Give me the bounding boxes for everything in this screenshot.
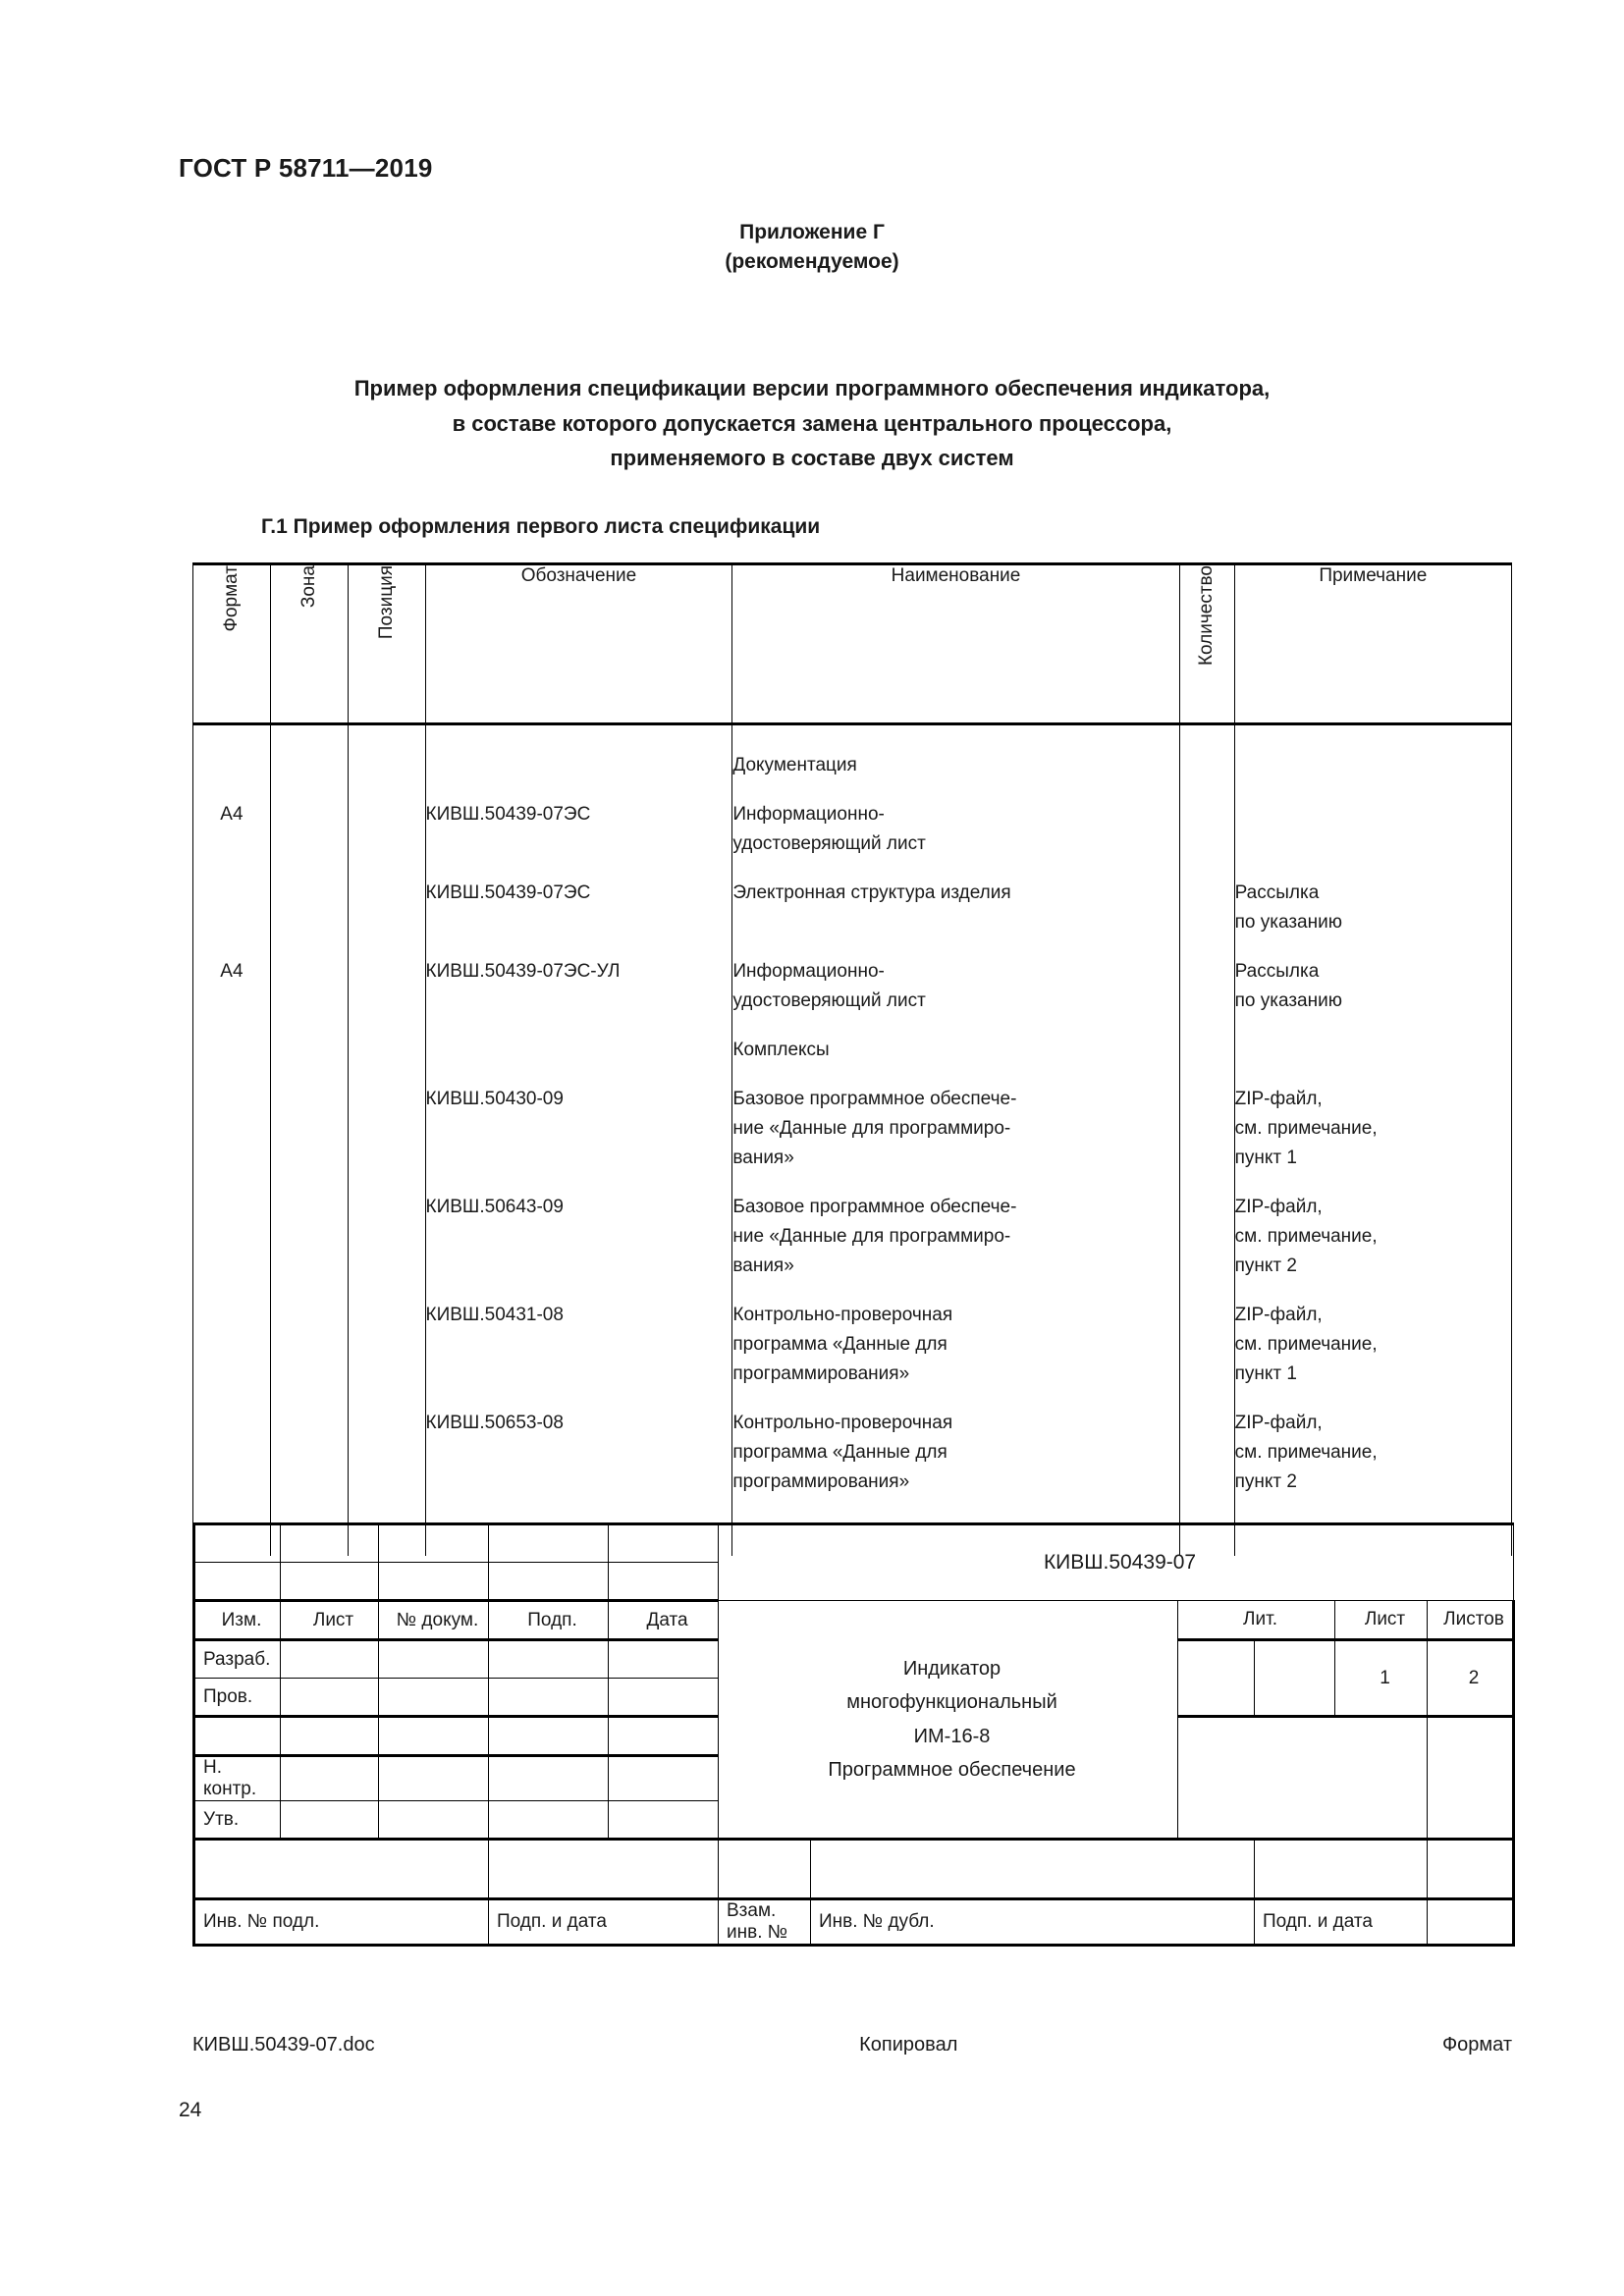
strip-cell-1 xyxy=(194,1840,489,1899)
header-cell-format xyxy=(193,564,271,724)
quantity-column-content xyxy=(1180,751,1234,1556)
spec-cell-line: ZIP-файл, xyxy=(1234,1305,1323,1325)
footer-file-name: КИВШ.50439-07.doc xyxy=(192,2034,375,2056)
spacer-position xyxy=(348,724,425,752)
stamp-bottom-inv-dubl: Инв. № дубл. xyxy=(811,1899,1255,1946)
stamp-role-norm-control: Н. контр. xyxy=(194,1756,281,1801)
appendix-block xyxy=(0,218,1624,278)
spec-cell-format xyxy=(193,957,270,987)
spec-cell-note xyxy=(1235,1085,1511,1173)
stamp-label-change: Изм. xyxy=(194,1601,281,1640)
spec-cell-name xyxy=(732,1409,1178,1497)
title-stamp-block xyxy=(192,1522,1512,1947)
spec-cell-note xyxy=(1235,1301,1511,1389)
spec-cell-line: ние «Данные для программиро- xyxy=(732,1118,1011,1139)
stamp-bottom-inv-podl: Инв. № подл. xyxy=(194,1899,489,1946)
spec-cell-line: Базовое программное обеспече- xyxy=(732,1089,1017,1109)
spacer-quantity xyxy=(1179,724,1234,752)
header-cell-zone xyxy=(270,564,348,724)
spec-cell-designation xyxy=(426,1085,732,1114)
spec-cell-line: Информационно- xyxy=(732,961,885,982)
stamp-lit-a xyxy=(1178,1640,1255,1717)
spec-cell-name xyxy=(732,957,1178,1016)
spec-cell-name xyxy=(732,1193,1178,1281)
stamp-label-signature: Подп. xyxy=(489,1601,609,1640)
stamp-norm-doc xyxy=(379,1756,489,1801)
stamp-approved-sheet xyxy=(281,1801,379,1840)
specification-table xyxy=(192,562,1512,1556)
spec-cell-name xyxy=(732,800,1178,859)
stamp-product-name xyxy=(719,1601,1178,1840)
spec-cell-line: Рассылка xyxy=(1234,882,1320,903)
header-cell-note: Примечание xyxy=(1234,564,1511,724)
stamp-row-desig-1 xyxy=(194,1524,1514,1563)
stamp-bottom-podp-data-2: Подп. и дата xyxy=(1255,1899,1428,1946)
spec-cell-name xyxy=(732,1085,1178,1173)
page-title xyxy=(0,371,1624,476)
stamp-label-doc-number: № докум. xyxy=(379,1601,489,1640)
stamp-checked-sheet xyxy=(281,1679,379,1717)
spacer-name xyxy=(732,724,1179,752)
spec-cell-line: программирования» xyxy=(732,1363,910,1384)
spec-cell-line: вания» xyxy=(732,1148,794,1168)
body-name-column xyxy=(732,751,1179,1556)
product-name-line-3: ИМ-16-8 xyxy=(913,1725,991,1747)
section-heading: Г.1 Пример оформления первого листа спецификации xyxy=(261,515,821,538)
strip-cell-4 xyxy=(811,1840,1255,1899)
stamp-grid xyxy=(192,1522,1515,1947)
stamp-right-empty xyxy=(1428,1717,1514,1840)
designation-column-content xyxy=(426,751,732,1556)
spec-cell-line: по указанию xyxy=(1234,912,1342,933)
format-column-content xyxy=(193,751,270,1556)
body-quantity-column xyxy=(1179,751,1234,1556)
standard-header: ГОСТ Р 58711—2019 xyxy=(179,153,433,183)
stamp-row-bottom-labels xyxy=(194,1899,1514,1946)
stamp-sheets-value: 2 xyxy=(1428,1640,1514,1717)
page-title-line-1: Пример оформления спецификации версии программного обеспечения индикатора, xyxy=(353,376,1271,400)
stamp-blank-sign xyxy=(489,1717,609,1756)
stamp-label-sheet-num: Лист xyxy=(1335,1601,1428,1640)
spec-cell-line: пункт 1 xyxy=(1234,1363,1297,1384)
stamp-approved-sign xyxy=(489,1801,609,1840)
stamp-cell-empty-3 xyxy=(379,1524,489,1563)
spec-body-row xyxy=(193,751,1512,1556)
spec-cell-line: КИВШ.50439-07ЭС xyxy=(425,804,591,825)
spec-cell-name xyxy=(732,1036,1178,1065)
stamp-row-labels xyxy=(194,1601,1514,1640)
spec-cell-line: см. примечание, xyxy=(1234,1226,1378,1247)
spec-cell-name xyxy=(732,1301,1178,1389)
stamp-checked-doc xyxy=(379,1679,489,1717)
spec-cell-line: ние «Данные для программиро- xyxy=(732,1226,1011,1247)
spec-cell-note xyxy=(1235,1193,1511,1281)
spacer-zone xyxy=(270,724,348,752)
spec-cell-line: ZIP-файл, xyxy=(1234,1089,1323,1109)
spec-cell-line: программирования» xyxy=(732,1471,910,1492)
spec-cell-line: пункт 2 xyxy=(1234,1255,1297,1276)
page-title-line-2: в составе которого допускается замена центрального процессора, xyxy=(452,410,1172,436)
spec-cell-designation xyxy=(426,800,732,829)
stamp-cell-empty-4 xyxy=(489,1524,609,1563)
spec-cell-line: пункт 2 xyxy=(1234,1471,1297,1492)
header-cell-quantity xyxy=(1179,564,1234,724)
spacer-note xyxy=(1234,724,1511,752)
stamp-developer-sign xyxy=(489,1640,609,1679)
spec-cell-line: см. примечание, xyxy=(1234,1442,1378,1463)
stamp-designation: КИВШ.50439-07 xyxy=(719,1524,1514,1601)
spec-grid xyxy=(192,562,1512,1556)
zone-column-content xyxy=(271,751,348,1556)
stamp-role-developer: Разраб. xyxy=(194,1640,281,1679)
body-designation-column xyxy=(425,751,732,1556)
stamp-norm-date xyxy=(609,1756,719,1801)
stamp-cell-empty-6 xyxy=(194,1563,281,1601)
stamp-checked-date xyxy=(609,1679,719,1717)
stamp-developer-date xyxy=(609,1640,719,1679)
spec-cell-line: Электронная структура изделия xyxy=(732,882,1011,903)
appendix-status: (рекомендуемое) xyxy=(725,250,899,274)
spec-cell-line: Контрольно-проверочная xyxy=(732,1413,953,1433)
spec-cell-designation xyxy=(426,1409,732,1438)
spec-cell-line: КИВШ.50439-07ЭС-УЛ xyxy=(425,961,621,982)
stamp-label-sheet: Лист xyxy=(281,1601,379,1640)
stamp-checked-sign xyxy=(489,1679,609,1717)
spec-cell-line: А4 xyxy=(220,961,244,982)
stamp-cell-empty-8 xyxy=(379,1563,489,1601)
stamp-role-checked: Пров. xyxy=(194,1679,281,1717)
stamp-role-blank xyxy=(194,1717,281,1756)
stamp-label-sheets-total: Листов xyxy=(1428,1601,1514,1640)
product-name-line-4: Программное обеспечение xyxy=(828,1758,1076,1781)
stamp-cell-empty-2 xyxy=(281,1524,379,1563)
header-cell-designation: Обозначение xyxy=(425,564,732,724)
position-column-content xyxy=(349,751,425,1556)
note-column-content xyxy=(1235,751,1511,1556)
stamp-developer-sheet xyxy=(281,1640,379,1679)
body-position-column xyxy=(348,751,425,1556)
spec-cell-line: Рассылка xyxy=(1234,961,1320,982)
stamp-bottom-podp-data-1: Подп. и дата xyxy=(489,1899,719,1946)
spec-cell-line: КИВШ.50431-08 xyxy=(425,1305,564,1325)
sheet-footer xyxy=(192,2034,1512,2056)
spec-cell-line: ZIP-файл, xyxy=(1234,1197,1323,1217)
spec-cell-line: ZIP-файл, xyxy=(1234,1413,1323,1433)
spec-cell-line: Базовое программное обеспече- xyxy=(732,1197,1017,1217)
body-format-column xyxy=(193,751,271,1556)
page-title-line-3: применяемого в составе двух систем xyxy=(610,446,1014,471)
stamp-label-lit: Лит. xyxy=(1178,1601,1335,1640)
spec-cell-line: Комплексы xyxy=(732,1040,830,1060)
stamp-developer-doc xyxy=(379,1640,489,1679)
product-name-line-1: Индикатор xyxy=(902,1657,1001,1680)
body-zone-column xyxy=(270,751,348,1556)
spec-cell-note xyxy=(1235,1409,1511,1497)
spec-cell-line: Документация xyxy=(732,755,857,775)
stamp-row-strip xyxy=(194,1840,1514,1899)
spec-cell-line: Информационно- xyxy=(732,804,885,825)
stamp-norm-sign xyxy=(489,1756,609,1801)
footer-copied-label: Копировал xyxy=(859,2034,958,2056)
product-name-line-2: многофункциональный xyxy=(846,1691,1057,1714)
stamp-cell-empty-5 xyxy=(609,1524,719,1563)
spec-cell-line: КИВШ.50653-08 xyxy=(425,1413,564,1433)
header-label-quantity: Количество xyxy=(1196,565,1218,667)
header-cell-position xyxy=(348,564,425,724)
header-label-position: Позиция xyxy=(375,565,397,640)
name-column-content xyxy=(732,751,1178,1556)
stamp-right-empty-left xyxy=(1178,1717,1428,1840)
spec-cell-name xyxy=(732,879,1178,908)
spec-cell-line: Контрольно-проверочная xyxy=(732,1305,953,1325)
spec-cell-designation xyxy=(426,1301,732,1330)
spec-cell-note xyxy=(1235,957,1511,1016)
spec-cell-line: пункт 1 xyxy=(1234,1148,1297,1168)
strip-cell-2 xyxy=(489,1840,719,1899)
spec-cell-designation xyxy=(426,1193,732,1222)
stamp-sheet-value: 1 xyxy=(1335,1640,1428,1717)
stamp-approved-date xyxy=(609,1801,719,1840)
spec-cell-designation xyxy=(426,879,732,908)
stamp-approved-doc xyxy=(379,1801,489,1840)
spacer-format xyxy=(193,724,271,752)
stamp-cell-empty-9 xyxy=(489,1563,609,1601)
strip-cell-6 xyxy=(1428,1840,1514,1899)
appendix-label: Приложение Г xyxy=(739,221,885,243)
spec-cell-line: программа «Данные для xyxy=(732,1442,947,1463)
stamp-bottom-vzam-inv: Взам. инв. № xyxy=(719,1899,811,1946)
stamp-lit-b xyxy=(1255,1640,1335,1717)
stamp-label-date: Дата xyxy=(609,1601,719,1640)
spec-cell-line: КИВШ.50643-09 xyxy=(425,1197,564,1217)
header-label-format: Формат xyxy=(220,565,242,632)
footer-format-label: Формат xyxy=(1441,2034,1512,2056)
header-cell-name: Наименование xyxy=(732,564,1179,724)
spec-cell-line: удостоверяющий лист xyxy=(732,833,926,854)
stamp-blank-doc xyxy=(379,1717,489,1756)
stamp-blank-sheet xyxy=(281,1717,379,1756)
stamp-cell-empty-10 xyxy=(609,1563,719,1601)
header-label-zone: Зона xyxy=(298,565,319,609)
spacer-designation xyxy=(425,724,732,752)
spec-header-row xyxy=(193,564,1512,724)
body-note-column xyxy=(1234,751,1511,1556)
stamp-role-approved: Утв. xyxy=(194,1801,281,1840)
spec-cell-line: см. примечание, xyxy=(1234,1118,1378,1139)
spec-cell-name xyxy=(732,751,1178,780)
spec-cell-line: удостоверяющий лист xyxy=(732,990,926,1011)
spec-spacer-row-top xyxy=(193,724,1512,752)
spec-cell-designation xyxy=(426,957,732,987)
spec-cell-line: КИВШ.50439-07ЭС xyxy=(425,882,591,903)
spec-cell-line: см. примечание, xyxy=(1234,1334,1378,1355)
spec-cell-note xyxy=(1235,879,1511,937)
spec-cell-line: А4 xyxy=(220,804,244,825)
page-number: 24 xyxy=(179,2099,202,2121)
spec-cell-line: программа «Данные для xyxy=(732,1334,947,1355)
stamp-bottom-empty xyxy=(1428,1899,1514,1946)
spec-cell-line: вания» xyxy=(732,1255,794,1276)
strip-cell-3 xyxy=(719,1840,811,1899)
spec-cell-line: по указанию xyxy=(1234,990,1342,1011)
spec-cell-line: КИВШ.50430-09 xyxy=(425,1089,564,1109)
stamp-blank-date xyxy=(609,1717,719,1756)
strip-cell-5 xyxy=(1255,1840,1428,1899)
stamp-norm-sheet xyxy=(281,1756,379,1801)
spec-cell-format xyxy=(193,800,270,829)
stamp-cell-empty-1 xyxy=(194,1524,281,1563)
stamp-cell-empty-7 xyxy=(281,1563,379,1601)
